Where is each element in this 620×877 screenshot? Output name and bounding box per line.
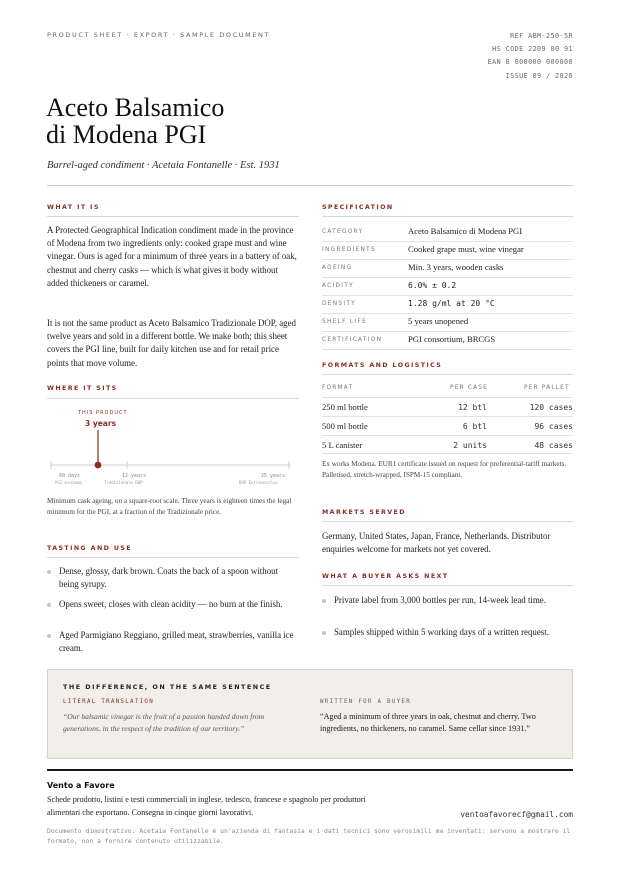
ref-code: REF ABM-250-5R bbox=[510, 32, 573, 40]
per-pallet-column-header: PER PALLET bbox=[524, 385, 570, 391]
spec-row bbox=[322, 296, 573, 314]
product-subtitle: Barrel-aged condiment · Acetaia Fontanelle · Est. 1931 bbox=[47, 160, 280, 171]
per-pallet-value: 48 cases bbox=[534, 441, 573, 450]
what-it-is-heading: WHAT IT IS bbox=[47, 204, 100, 211]
per-case-value: 2 units bbox=[453, 441, 487, 450]
tick-top-label: 60 days bbox=[59, 473, 81, 479]
hs-code: HS CODE 2209 00 91 bbox=[492, 45, 573, 54]
difference-heading: THE DIFFERENCE, ON THE SAME SENTENCE bbox=[63, 683, 272, 691]
table-row bbox=[322, 416, 573, 435]
spec-value: PGI consortium, BRCGS bbox=[408, 334, 496, 344]
marker-value: 3 years bbox=[85, 419, 117, 428]
logistics-note: Ex works Modena. EUR1 certificate issued on request for preferential-tariff markets. Palletised, stretch-wrapped, ISPM-15 compliant. bbox=[322, 460, 567, 479]
section-divider bbox=[47, 398, 299, 399]
marker-dot bbox=[95, 462, 102, 469]
ean-code: EAN 8 000000 000000 bbox=[487, 58, 573, 67]
tick-bottom-label: DOP Extravecchio bbox=[239, 480, 278, 485]
per-pallet-value: 96 cases bbox=[534, 422, 573, 431]
literal-translation-text: “Our balsamic vinegar is the fruit of a passion handed down from generations, in the respect of the tradition of our territory.” bbox=[63, 712, 265, 734]
format-name: 250 ml bottle bbox=[322, 402, 368, 412]
marker-label: THIS PRODUCT bbox=[78, 410, 128, 416]
spec-value: Min. 3 years, wooden casks bbox=[408, 262, 504, 272]
tick-top-label: 25 years bbox=[261, 473, 286, 479]
format-column-header: FORMAT bbox=[322, 385, 354, 391]
issue-number: ISSUE 09 / 2026 bbox=[505, 71, 573, 80]
product-title-line2: di Modena PGI bbox=[46, 120, 207, 149]
format-name: 500 ml bottle bbox=[322, 421, 368, 431]
per-case-column-header: PER CASE bbox=[450, 385, 488, 391]
disclaimer-text: Documento dimostrativo. Acetaia Fontanelle è un'azienda di fantasia e i dati tecnici sono verosimili ma inventati: servono a mostrare il formato, non a fornire contenuto utilizzabile. bbox=[47, 827, 571, 845]
spec-row bbox=[322, 278, 573, 296]
header-divider bbox=[47, 185, 573, 186]
markets-text: Germany, United States, Japan, France, Netherlands. Distributor enquiries welcome for markets not yet covered. bbox=[322, 531, 551, 555]
spec-key: CATEGORY bbox=[322, 229, 364, 235]
per-pallet-value: 120 cases bbox=[529, 403, 573, 412]
table-row bbox=[322, 397, 573, 416]
tasting-heading: TASTING AND USE bbox=[47, 545, 132, 552]
tasting-item: Dense, glossy, dark brown. Coats the back of a spoon without being syrupy. bbox=[47, 565, 297, 591]
document-type-label: PRODUCT SHEET · EXPORT · SAMPLE DOCUMENT bbox=[47, 31, 271, 39]
scale-caption: Minimum cask ageing, on a square-root scale. Three years is eighteen times the legal minimum for the PGI, at a fraction of the Tradizionale price. bbox=[47, 497, 292, 516]
footer-divider bbox=[47, 769, 573, 771]
section-divider bbox=[322, 585, 573, 586]
ageing-scale-chart bbox=[47, 404, 299, 492]
buyer-item: Samples shipped within 5 working days of a written request. bbox=[322, 626, 573, 639]
spec-value: 5 years unopened bbox=[408, 316, 469, 326]
buyer-heading: WHAT A BUYER ASKS NEXT bbox=[322, 573, 449, 580]
tick-bottom-label: Tradizionale DOP bbox=[104, 480, 143, 485]
section-divider bbox=[322, 374, 573, 375]
spec-row bbox=[322, 242, 573, 260]
spec-value: 6.0% ± 0.2 bbox=[408, 281, 457, 290]
spec-key: ACIDITY bbox=[322, 283, 354, 289]
specification-heading: SPECIFICATION bbox=[322, 204, 394, 211]
spec-value: Cooked grape must, wine vinegar bbox=[408, 244, 524, 254]
document-meta bbox=[488, 30, 573, 83]
spec-row bbox=[322, 332, 573, 350]
spec-value: Aceto Balsamico di Modena PGI bbox=[408, 226, 523, 236]
where-it-sits-heading: WHERE IT SITS bbox=[47, 385, 118, 392]
format-name: 5 L canister bbox=[322, 440, 363, 450]
literal-translation-label: LITERAL TRANSLATION bbox=[63, 699, 155, 705]
buyer-version-text: “Aged a minimum of three years in oak, chestnut and cherry. Two ingredients, no thickeners, no caramel. Same cellar since 1931.” bbox=[320, 712, 536, 734]
tick-top-label: 12 years bbox=[122, 473, 147, 479]
buyer-item: Private label from 3,000 bottles per run, 14-week lead time. bbox=[322, 594, 573, 607]
formats-heading: FORMATS AND LOGISTICS bbox=[322, 362, 443, 369]
spec-row bbox=[322, 224, 573, 242]
product-title bbox=[46, 94, 224, 148]
section-divider bbox=[47, 216, 299, 217]
difference-box bbox=[47, 669, 573, 759]
table-row bbox=[322, 435, 573, 454]
what-it-is-paragraph-1: A Protected Geographical Indication condiment made in the province of Modena from two ingredients only: cooked grape must and wine vinegar. Ours is aged for a minimum of three years in a battery of oak, chestnut and cherry casks — which is what gives it body without added thickeners or caramel. bbox=[47, 225, 297, 288]
spec-key: AGEING bbox=[322, 265, 353, 271]
spec-row bbox=[322, 260, 573, 278]
markets-heading: MARKETS SERVED bbox=[322, 509, 406, 516]
spec-key: SHELF LIFE bbox=[322, 319, 368, 325]
spec-key: DENSITY bbox=[322, 301, 357, 307]
section-divider bbox=[322, 521, 573, 522]
spec-value: 1.28 g/ml at 20 °C bbox=[408, 299, 495, 308]
spec-key: CERTIFICATION bbox=[322, 337, 383, 343]
product-title-line1: Aceto Balsamico bbox=[46, 93, 225, 122]
section-divider bbox=[322, 216, 573, 217]
spec-row bbox=[322, 314, 573, 332]
per-case-value: 12 btl bbox=[458, 403, 487, 412]
what-it-is-paragraph-2: It is not the same product as Aceto Balsamico Tradizionale DOP, aged twelve years and sold in a different bottle. We make both; this sheet covers the PGI line, built for daily kitchen use and for retail price points that move volume. bbox=[47, 318, 296, 368]
tick-bottom-label: PGI minimum bbox=[55, 480, 82, 485]
section-divider bbox=[47, 557, 299, 558]
tasting-item: Opens sweet, closes with clean acidity — no burn at the finish. bbox=[47, 598, 297, 611]
tasting-item: Aged Parmigiano Reggiano, grilled meat, strawberries, vanilla ice cream. bbox=[47, 629, 297, 655]
spec-key: INGREDIENTS bbox=[322, 247, 376, 253]
contact-email-link[interactable]: ventoafavorecf@gmail.com bbox=[460, 810, 573, 819]
per-case-value: 6 btl bbox=[462, 422, 487, 431]
brand-description: Schede prodotto, listini e testi commerciali in inglese, tedesco, francese e spagnolo per produttori alimentari che esportano. Consegna in cinque giorni lavorativi. bbox=[47, 795, 366, 817]
brand-name: Vento a Favore bbox=[47, 781, 115, 790]
buyer-version-label: WRITTEN FOR A BUYER bbox=[320, 699, 412, 705]
